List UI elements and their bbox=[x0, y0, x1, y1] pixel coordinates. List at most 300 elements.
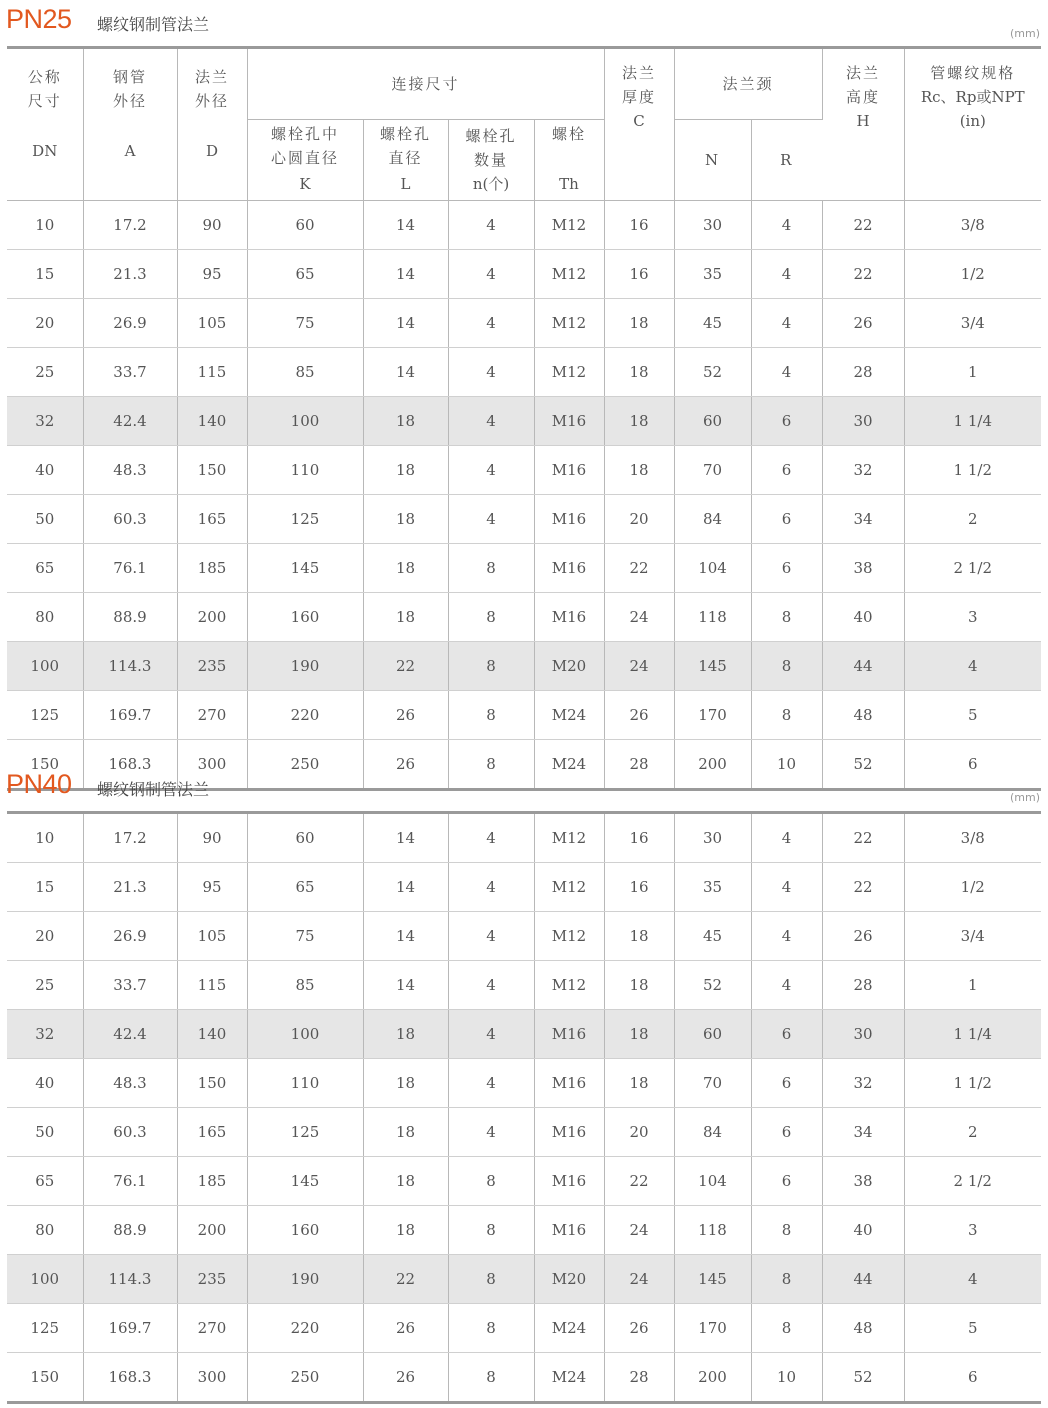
cell-bolt-hole-count: 8 bbox=[448, 740, 534, 790]
cell-bolt-circle: 220 bbox=[247, 1304, 363, 1353]
cell-flange-od: 300 bbox=[177, 740, 247, 790]
cell-bolt-hole-dia: 14 bbox=[363, 299, 448, 348]
section-title: PN25 bbox=[6, 4, 72, 34]
table-row bbox=[7, 961, 1041, 1010]
cell-height: 30 bbox=[822, 1010, 904, 1059]
cell-bolt: M16 bbox=[534, 397, 604, 446]
cell-pipe-od: 42.4 bbox=[83, 397, 177, 446]
cell-bolt-circle: 145 bbox=[247, 1157, 363, 1206]
cell-pipe-od: 88.9 bbox=[83, 1206, 177, 1255]
cell-height: 52 bbox=[822, 1353, 904, 1403]
cell-dn: 150 bbox=[7, 740, 83, 790]
cell-bolt-hole-count: 8 bbox=[448, 1353, 534, 1403]
cell-flange-od: 165 bbox=[177, 495, 247, 544]
table-row bbox=[7, 1353, 1041, 1403]
cell-flange-od: 140 bbox=[177, 397, 247, 446]
cell-thickness: 22 bbox=[604, 1157, 674, 1206]
cell-neck-r: 6 bbox=[751, 397, 822, 446]
cell-flange-od: 115 bbox=[177, 348, 247, 397]
cell-thickness: 16 bbox=[604, 863, 674, 912]
cell-pipe-od: 114.3 bbox=[83, 1255, 177, 1304]
section-subtitle: 螺纹钢制管法兰 bbox=[97, 15, 210, 34]
cell-pipe-od: 26.9 bbox=[83, 299, 177, 348]
cell-pipe-od: 88.9 bbox=[83, 593, 177, 642]
cell-dn: 125 bbox=[7, 691, 83, 740]
cell-neck-n: 200 bbox=[674, 1353, 751, 1403]
cell-height: 40 bbox=[822, 593, 904, 642]
cell-height: 38 bbox=[822, 544, 904, 593]
cell-thread: 1/2 bbox=[904, 863, 1041, 912]
cell-thread: 3/8 bbox=[904, 201, 1041, 250]
cell-thickness: 20 bbox=[604, 1108, 674, 1157]
cell-thickness: 16 bbox=[604, 813, 674, 863]
cell-neck-r: 6 bbox=[751, 495, 822, 544]
cell-height: 38 bbox=[822, 1157, 904, 1206]
cell-bolt-hole-dia: 22 bbox=[363, 1255, 448, 1304]
cell-height: 22 bbox=[822, 250, 904, 299]
cell-bolt-hole-count: 8 bbox=[448, 642, 534, 691]
cell-neck-r: 4 bbox=[751, 348, 822, 397]
cell-thickness: 20 bbox=[604, 495, 674, 544]
cell-bolt-hole-count: 8 bbox=[448, 593, 534, 642]
table-row bbox=[7, 1304, 1041, 1353]
header-height: 法兰 高度 H bbox=[822, 48, 904, 201]
cell-bolt-hole-dia: 18 bbox=[363, 446, 448, 495]
cell-thickness: 24 bbox=[604, 1206, 674, 1255]
cell-flange-od: 200 bbox=[177, 1206, 247, 1255]
header-dn: 公称 尺寸 DN bbox=[7, 48, 83, 201]
cell-neck-n: 200 bbox=[674, 740, 751, 790]
cell-height: 22 bbox=[822, 813, 904, 863]
cell-flange-od: 150 bbox=[177, 1059, 247, 1108]
cell-thread: 4 bbox=[904, 642, 1041, 691]
table-row bbox=[7, 863, 1041, 912]
header-pipe-od: 钢管 外径 A bbox=[83, 48, 177, 201]
header-connection-dims: 连接尺寸 bbox=[247, 48, 604, 120]
cell-pipe-od: 60.3 bbox=[83, 495, 177, 544]
cell-bolt: M20 bbox=[534, 642, 604, 691]
cell-thickness: 18 bbox=[604, 1059, 674, 1108]
cell-thickness: 28 bbox=[604, 740, 674, 790]
cell-thickness: 16 bbox=[604, 250, 674, 299]
cell-bolt-hole-dia: 18 bbox=[363, 1108, 448, 1157]
cell-bolt-circle: 190 bbox=[247, 1255, 363, 1304]
cell-bolt-hole-count: 4 bbox=[448, 495, 534, 544]
cell-bolt-circle: 60 bbox=[247, 813, 363, 863]
table-body bbox=[7, 813, 1041, 1403]
section-title-bar bbox=[0, 765, 1048, 811]
cell-thread: 2 bbox=[904, 495, 1041, 544]
cell-bolt: M12 bbox=[534, 912, 604, 961]
cell-flange-od: 185 bbox=[177, 1157, 247, 1206]
cell-dn: 15 bbox=[7, 250, 83, 299]
cell-thickness: 26 bbox=[604, 691, 674, 740]
table-row bbox=[7, 201, 1041, 250]
header-bolt: 螺栓 Th bbox=[534, 120, 604, 201]
section-title-bar bbox=[0, 0, 1048, 46]
cell-neck-r: 10 bbox=[751, 740, 822, 790]
cell-bolt-hole-dia: 14 bbox=[363, 250, 448, 299]
cell-neck-r: 4 bbox=[751, 912, 822, 961]
cell-pipe-od: 114.3 bbox=[83, 642, 177, 691]
cell-thread: 5 bbox=[904, 691, 1041, 740]
cell-bolt-hole-dia: 18 bbox=[363, 1206, 448, 1255]
cell-bolt-hole-count: 8 bbox=[448, 1157, 534, 1206]
table-row bbox=[7, 1255, 1041, 1304]
cell-neck-n: 104 bbox=[674, 1157, 751, 1206]
cell-thread: 2 1/2 bbox=[904, 544, 1041, 593]
cell-bolt-hole-count: 8 bbox=[448, 1304, 534, 1353]
unit-label: (mm) bbox=[1009, 27, 1040, 40]
cell-bolt-hole-count: 4 bbox=[448, 813, 534, 863]
cell-pipe-od: 168.3 bbox=[83, 740, 177, 790]
cell-neck-r: 6 bbox=[751, 1010, 822, 1059]
cell-bolt: M16 bbox=[534, 495, 604, 544]
cell-bolt-hole-count: 8 bbox=[448, 1255, 534, 1304]
cell-neck-r: 6 bbox=[751, 446, 822, 495]
cell-thread: 1 1/2 bbox=[904, 1059, 1041, 1108]
cell-neck-n: 52 bbox=[674, 961, 751, 1010]
table-row bbox=[7, 250, 1041, 299]
cell-bolt-circle: 125 bbox=[247, 495, 363, 544]
cell-dn: 32 bbox=[7, 397, 83, 446]
table-row bbox=[7, 1010, 1041, 1059]
table-row bbox=[7, 397, 1041, 446]
cell-thread: 3/4 bbox=[904, 912, 1041, 961]
unit-label: (mm) bbox=[1009, 791, 1040, 804]
cell-height: 30 bbox=[822, 397, 904, 446]
header-neck-n: N bbox=[674, 120, 751, 201]
cell-thread: 1 bbox=[904, 348, 1041, 397]
cell-bolt: M12 bbox=[534, 813, 604, 863]
cell-neck-n: 35 bbox=[674, 863, 751, 912]
cell-pipe-od: 60.3 bbox=[83, 1108, 177, 1157]
cell-neck-n: 35 bbox=[674, 250, 751, 299]
cell-bolt-circle: 85 bbox=[247, 961, 363, 1010]
cell-flange-od: 105 bbox=[177, 299, 247, 348]
cell-thickness: 22 bbox=[604, 544, 674, 593]
cell-neck-n: 45 bbox=[674, 299, 751, 348]
header-neck: 法兰颈 bbox=[674, 48, 822, 120]
cell-bolt: M16 bbox=[534, 1010, 604, 1059]
cell-bolt: M16 bbox=[534, 593, 604, 642]
cell-neck-n: 70 bbox=[674, 446, 751, 495]
cell-bolt-circle: 110 bbox=[247, 446, 363, 495]
cell-bolt: M16 bbox=[534, 1157, 604, 1206]
cell-neck-r: 4 bbox=[751, 813, 822, 863]
cell-bolt-circle: 250 bbox=[247, 740, 363, 790]
cell-bolt-circle: 160 bbox=[247, 593, 363, 642]
cell-bolt-circle: 85 bbox=[247, 348, 363, 397]
cell-neck-n: 52 bbox=[674, 348, 751, 397]
cell-bolt: M16 bbox=[534, 1108, 604, 1157]
cell-dn: 150 bbox=[7, 1353, 83, 1403]
cell-dn: 125 bbox=[7, 1304, 83, 1353]
cell-bolt: M12 bbox=[534, 201, 604, 250]
cell-bolt: M24 bbox=[534, 1304, 604, 1353]
cell-pipe-od: 17.2 bbox=[83, 201, 177, 250]
cell-bolt: M16 bbox=[534, 1059, 604, 1108]
cell-neck-r: 10 bbox=[751, 1353, 822, 1403]
cell-pipe-od: 169.7 bbox=[83, 691, 177, 740]
cell-neck-n: 118 bbox=[674, 593, 751, 642]
cell-pipe-od: 17.2 bbox=[83, 813, 177, 863]
cell-thickness: 18 bbox=[604, 446, 674, 495]
cell-dn: 25 bbox=[7, 961, 83, 1010]
table-row bbox=[7, 544, 1041, 593]
cell-bolt: M16 bbox=[534, 1206, 604, 1255]
table-row bbox=[7, 1157, 1041, 1206]
cell-thickness: 24 bbox=[604, 642, 674, 691]
cell-thread: 6 bbox=[904, 740, 1041, 790]
cell-neck-r: 8 bbox=[751, 1206, 822, 1255]
cell-pipe-od: 26.9 bbox=[83, 912, 177, 961]
cell-bolt-hole-dia: 18 bbox=[363, 593, 448, 642]
cell-neck-r: 8 bbox=[751, 642, 822, 691]
cell-dn: 20 bbox=[7, 299, 83, 348]
cell-bolt-circle: 75 bbox=[247, 299, 363, 348]
cell-neck-r: 4 bbox=[751, 961, 822, 1010]
cell-flange-od: 90 bbox=[177, 813, 247, 863]
section-pn40 bbox=[0, 765, 1048, 1404]
cell-bolt-hole-count: 8 bbox=[448, 691, 534, 740]
cell-dn: 50 bbox=[7, 495, 83, 544]
cell-neck-n: 118 bbox=[674, 1206, 751, 1255]
cell-dn: 100 bbox=[7, 1255, 83, 1304]
section-title: PN40 bbox=[6, 769, 72, 799]
cell-thickness: 16 bbox=[604, 201, 674, 250]
cell-pipe-od: 33.7 bbox=[83, 348, 177, 397]
cell-bolt-hole-count: 4 bbox=[448, 201, 534, 250]
cell-dn: 65 bbox=[7, 1157, 83, 1206]
cell-dn: 65 bbox=[7, 544, 83, 593]
cell-bolt: M24 bbox=[534, 740, 604, 790]
cell-thread: 2 bbox=[904, 1108, 1041, 1157]
cell-pipe-od: 168.3 bbox=[83, 1353, 177, 1403]
cell-thread: 4 bbox=[904, 1255, 1041, 1304]
cell-flange-od: 95 bbox=[177, 863, 247, 912]
cell-bolt-hole-dia: 14 bbox=[363, 348, 448, 397]
cell-thickness: 18 bbox=[604, 961, 674, 1010]
cell-bolt-circle: 220 bbox=[247, 691, 363, 740]
cell-bolt-circle: 190 bbox=[247, 642, 363, 691]
header-neck-r: R bbox=[751, 120, 822, 201]
cell-thread: 3 bbox=[904, 1206, 1041, 1255]
cell-bolt-circle: 145 bbox=[247, 544, 363, 593]
cell-flange-od: 90 bbox=[177, 201, 247, 250]
cell-bolt-hole-count: 4 bbox=[448, 348, 534, 397]
cell-dn: 40 bbox=[7, 446, 83, 495]
cell-bolt-hole-dia: 26 bbox=[363, 1304, 448, 1353]
cell-bolt-hole-dia: 18 bbox=[363, 495, 448, 544]
cell-dn: 25 bbox=[7, 348, 83, 397]
header-thickness: 法兰 厚度 C bbox=[604, 48, 674, 201]
cell-neck-n: 84 bbox=[674, 1108, 751, 1157]
section-subtitle: 螺纹钢制管法兰 bbox=[97, 780, 210, 799]
cell-neck-r: 8 bbox=[751, 1255, 822, 1304]
cell-neck-r: 4 bbox=[751, 863, 822, 912]
header-thread: 管螺纹规格 Rc、Rp或NPT (in) bbox=[904, 48, 1041, 201]
cell-bolt-hole-dia: 18 bbox=[363, 397, 448, 446]
cell-height: 48 bbox=[822, 691, 904, 740]
cell-flange-od: 235 bbox=[177, 1255, 247, 1304]
cell-neck-n: 45 bbox=[674, 912, 751, 961]
header-bolt-circle: 螺栓孔中 心圆直径 K bbox=[247, 120, 363, 201]
cell-thickness: 18 bbox=[604, 1010, 674, 1059]
cell-neck-r: 4 bbox=[751, 299, 822, 348]
cell-flange-od: 185 bbox=[177, 544, 247, 593]
cell-bolt-circle: 100 bbox=[247, 1010, 363, 1059]
cell-pipe-od: 169.7 bbox=[83, 1304, 177, 1353]
cell-neck-r: 8 bbox=[751, 593, 822, 642]
table-body bbox=[7, 201, 1041, 790]
cell-bolt: M16 bbox=[534, 446, 604, 495]
cell-height: 40 bbox=[822, 1206, 904, 1255]
cell-pipe-od: 48.3 bbox=[83, 446, 177, 495]
cell-pipe-od: 42.4 bbox=[83, 1010, 177, 1059]
cell-thread: 6 bbox=[904, 1353, 1041, 1403]
cell-neck-n: 84 bbox=[674, 495, 751, 544]
cell-flange-od: 235 bbox=[177, 642, 247, 691]
cell-bolt-hole-dia: 26 bbox=[363, 1353, 448, 1403]
cell-neck-r: 4 bbox=[751, 250, 822, 299]
cell-thickness: 18 bbox=[604, 348, 674, 397]
cell-thread: 1/2 bbox=[904, 250, 1041, 299]
cell-bolt-hole-dia: 14 bbox=[363, 863, 448, 912]
table-row bbox=[7, 912, 1041, 961]
cell-bolt: M16 bbox=[534, 544, 604, 593]
cell-thread: 5 bbox=[904, 1304, 1041, 1353]
table-row bbox=[7, 1059, 1041, 1108]
cell-neck-n: 170 bbox=[674, 1304, 751, 1353]
cell-pipe-od: 76.1 bbox=[83, 544, 177, 593]
cell-flange-od: 165 bbox=[177, 1108, 247, 1157]
cell-flange-od: 115 bbox=[177, 961, 247, 1010]
cell-neck-n: 145 bbox=[674, 1255, 751, 1304]
cell-flange-od: 150 bbox=[177, 446, 247, 495]
cell-thread: 2 1/2 bbox=[904, 1157, 1041, 1206]
cell-height: 34 bbox=[822, 495, 904, 544]
cell-thread: 3/4 bbox=[904, 299, 1041, 348]
cell-neck-r: 8 bbox=[751, 691, 822, 740]
cell-bolt-hole-count: 4 bbox=[448, 1010, 534, 1059]
cell-bolt: M12 bbox=[534, 348, 604, 397]
cell-bolt: M24 bbox=[534, 1353, 604, 1403]
cell-dn: 80 bbox=[7, 593, 83, 642]
cell-neck-r: 4 bbox=[751, 201, 822, 250]
cell-thickness: 18 bbox=[604, 912, 674, 961]
cell-bolt-hole-count: 8 bbox=[448, 544, 534, 593]
table-row bbox=[7, 1206, 1041, 1255]
cell-neck-n: 60 bbox=[674, 1010, 751, 1059]
cell-bolt-circle: 60 bbox=[247, 201, 363, 250]
cell-thickness: 18 bbox=[604, 397, 674, 446]
cell-height: 44 bbox=[822, 1255, 904, 1304]
cell-bolt: M12 bbox=[534, 250, 604, 299]
cell-height: 28 bbox=[822, 961, 904, 1010]
cell-bolt-circle: 75 bbox=[247, 912, 363, 961]
cell-bolt-circle: 65 bbox=[247, 250, 363, 299]
table-row bbox=[7, 813, 1041, 863]
cell-bolt-hole-count: 4 bbox=[448, 912, 534, 961]
cell-bolt-hole-dia: 18 bbox=[363, 1010, 448, 1059]
cell-dn: 10 bbox=[7, 201, 83, 250]
cell-thread: 3/8 bbox=[904, 813, 1041, 863]
cell-dn: 80 bbox=[7, 1206, 83, 1255]
cell-bolt-hole-count: 8 bbox=[448, 1206, 534, 1255]
cell-neck-n: 145 bbox=[674, 642, 751, 691]
table-row bbox=[7, 348, 1041, 397]
flange-table-pn40 bbox=[7, 811, 1041, 1404]
cell-neck-r: 6 bbox=[751, 1059, 822, 1108]
cell-bolt-hole-dia: 18 bbox=[363, 1059, 448, 1108]
cell-bolt-hole-count: 4 bbox=[448, 1108, 534, 1157]
cell-height: 52 bbox=[822, 740, 904, 790]
cell-bolt: M12 bbox=[534, 961, 604, 1010]
cell-pipe-od: 48.3 bbox=[83, 1059, 177, 1108]
table-row bbox=[7, 691, 1041, 740]
cell-neck-r: 6 bbox=[751, 1108, 822, 1157]
cell-bolt-hole-count: 4 bbox=[448, 961, 534, 1010]
cell-thread: 1 1/4 bbox=[904, 1010, 1041, 1059]
cell-height: 22 bbox=[822, 201, 904, 250]
cell-pipe-od: 33.7 bbox=[83, 961, 177, 1010]
cell-height: 22 bbox=[822, 863, 904, 912]
cell-bolt: M24 bbox=[534, 691, 604, 740]
cell-bolt-circle: 100 bbox=[247, 397, 363, 446]
cell-flange-od: 270 bbox=[177, 691, 247, 740]
cell-bolt-circle: 110 bbox=[247, 1059, 363, 1108]
cell-bolt-hole-dia: 26 bbox=[363, 740, 448, 790]
cell-bolt-circle: 160 bbox=[247, 1206, 363, 1255]
header-bolt-hole-count: 螺栓孔 数量 n(个) bbox=[448, 120, 534, 201]
cell-bolt: M12 bbox=[534, 863, 604, 912]
cell-bolt-hole-dia: 14 bbox=[363, 961, 448, 1010]
cell-pipe-od: 21.3 bbox=[83, 250, 177, 299]
cell-bolt: M20 bbox=[534, 1255, 604, 1304]
cell-dn: 100 bbox=[7, 642, 83, 691]
cell-bolt-hole-count: 4 bbox=[448, 250, 534, 299]
cell-height: 44 bbox=[822, 642, 904, 691]
cell-bolt-hole-count: 4 bbox=[448, 397, 534, 446]
cell-neck-r: 8 bbox=[751, 1304, 822, 1353]
cell-thickness: 26 bbox=[604, 1304, 674, 1353]
cell-dn: 20 bbox=[7, 912, 83, 961]
flange-table-pn25 bbox=[7, 46, 1041, 791]
cell-neck-r: 6 bbox=[751, 1157, 822, 1206]
cell-bolt-hole-dia: 14 bbox=[363, 813, 448, 863]
cell-bolt-circle: 65 bbox=[247, 863, 363, 912]
cell-thickness: 18 bbox=[604, 299, 674, 348]
cell-neck-n: 30 bbox=[674, 813, 751, 863]
cell-neck-n: 170 bbox=[674, 691, 751, 740]
cell-thread: 1 1/4 bbox=[904, 397, 1041, 446]
cell-flange-od: 140 bbox=[177, 1010, 247, 1059]
cell-flange-od: 105 bbox=[177, 912, 247, 961]
cell-bolt: M12 bbox=[534, 299, 604, 348]
cell-dn: 32 bbox=[7, 1010, 83, 1059]
table-row bbox=[7, 642, 1041, 691]
cell-flange-od: 300 bbox=[177, 1353, 247, 1403]
cell-flange-od: 200 bbox=[177, 593, 247, 642]
cell-neck-n: 60 bbox=[674, 397, 751, 446]
cell-dn: 15 bbox=[7, 863, 83, 912]
cell-bolt-circle: 125 bbox=[247, 1108, 363, 1157]
table-row bbox=[7, 495, 1041, 544]
cell-bolt-hole-dia: 22 bbox=[363, 642, 448, 691]
cell-dn: 50 bbox=[7, 1108, 83, 1157]
cell-thread: 1 bbox=[904, 961, 1041, 1010]
